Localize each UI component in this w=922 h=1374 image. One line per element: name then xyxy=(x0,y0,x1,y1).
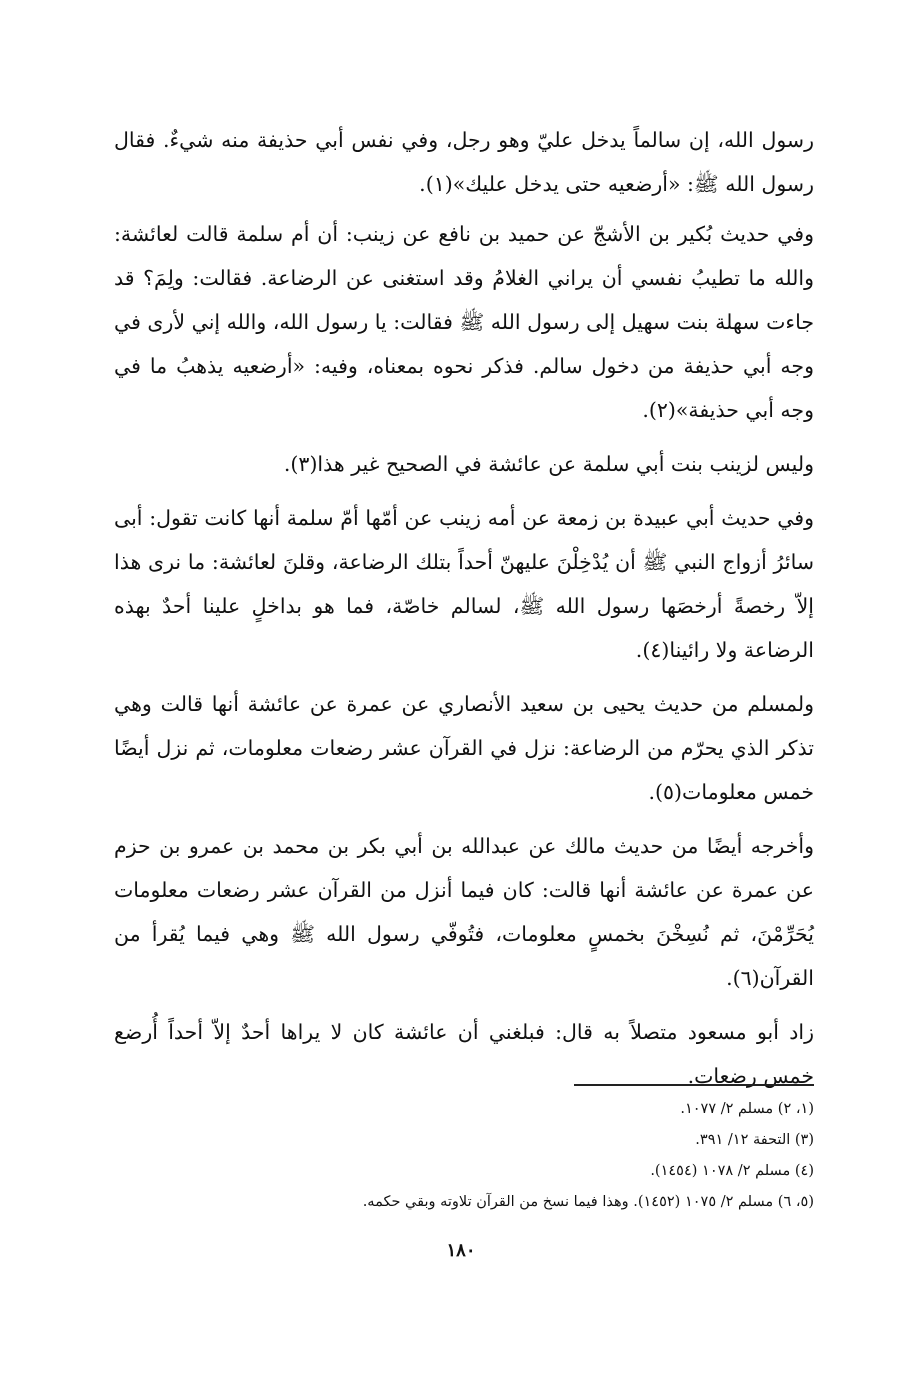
page-number: ١٨٠ xyxy=(446,1240,476,1261)
footnotes xyxy=(114,1094,814,1218)
footnote: (٥، ٦) مسلم ٢/ ١٠٧٥ (١٤٥٢). وهذا فيما نسخ من القرآن تلاوته وبقي حكمه. xyxy=(362,1194,814,1210)
paragraph: رسول الله، إن سالماً يدخل عليّ وهو رجل، وفي نفس أبي حذيفة منه شيءٌ. فقال رسول الله ﷺ: «أرضعيه حتى يدخل عليك»(١). xyxy=(114,128,814,196)
paragraph: ولمسلم من حديث يحيى بن سعيد الأنصاري عن عمرة عن عائشة أنها قالت وهي تذكر الذي يحرّم من الرضاعة: نزل في القرآن عشر رضعات معلومات، ثم نزل أيضًا خمس معلومات(٥). xyxy=(114,692,814,804)
main-text xyxy=(114,118,814,1108)
paragraph: وأخرجه أيضًا من حديث مالك عن عبدالله بن أبي بكر بن محمد بن عمرو بن حزم عن عمرة عن عائشة أنها قالت: كان فيما أنزل من القرآن عشر رضعات معلومات يُحَرِّمْنَ، ثم نُسِخْنَ بخمسٍ معلومات، فتُوفّي رسول الله ﷺ وهي فيما يُقرأ من القرآن(٦). xyxy=(114,834,814,990)
paragraph: وفي حديث بُكير بن الأشجّ عن حميد بن نافع عن زينب: أن أم سلمة قالت لعائشة: والله ما تطيبُ نفسي أن يراني الغلامُ وقد استغنى عن الرضاعة. فقالت: ولِمَ؟ قد جاءت سهلة بنت سهيل إلى رسول الله ﷺ فقالت: يا رسول الله، والله إني لأرى في وجه أبي حذيفة من دخول سالم. فذكر نحوه بمعناه، وفيه: «أرضعيه يذهبُ ما في وجه أبي حذيفة»(٢). xyxy=(114,222,814,422)
paragraph: وليس لزينب بنت أبي سلمة عن عائشة في الصحيح غير هذا(٣). xyxy=(283,452,814,476)
footnote: (١، ٢) مسلم ٢/ ١٠٧٧. xyxy=(680,1101,814,1117)
footnote: (٣) التحفة ١٢/ ٣٩١. xyxy=(695,1132,814,1148)
paragraph: وفي حديث أبي عبيدة بن زمعة عن أمه زينب عن أمّها أمّ سلمة أنها كانت تقول: أبى سائرُ أزواج النبي ﷺ أن يُدْخِلْنَ عليهنّ أحداً بتلك الرضاعة، وقلنَ لعائشة: ما نرى هذا إلاّ رخصةً أرخصَها رسول الله ﷺ، لسالم خاصّة، فما هو بداخلٍ علينا أحدٌ بهذه الرضاعة ولا رائينا(٤). xyxy=(114,506,814,662)
footnote: (٤) مسلم ٢/ ١٠٧٨ (١٤٥٤). xyxy=(650,1163,814,1179)
footnote-divider xyxy=(574,1084,814,1086)
paragraph: زاد أبو مسعود متصلاً به قال: فبلغني أن عائشة كان لا يراها أحدٌ إلاّ أحداً أُرضع خمس رضعات. xyxy=(114,1020,814,1088)
